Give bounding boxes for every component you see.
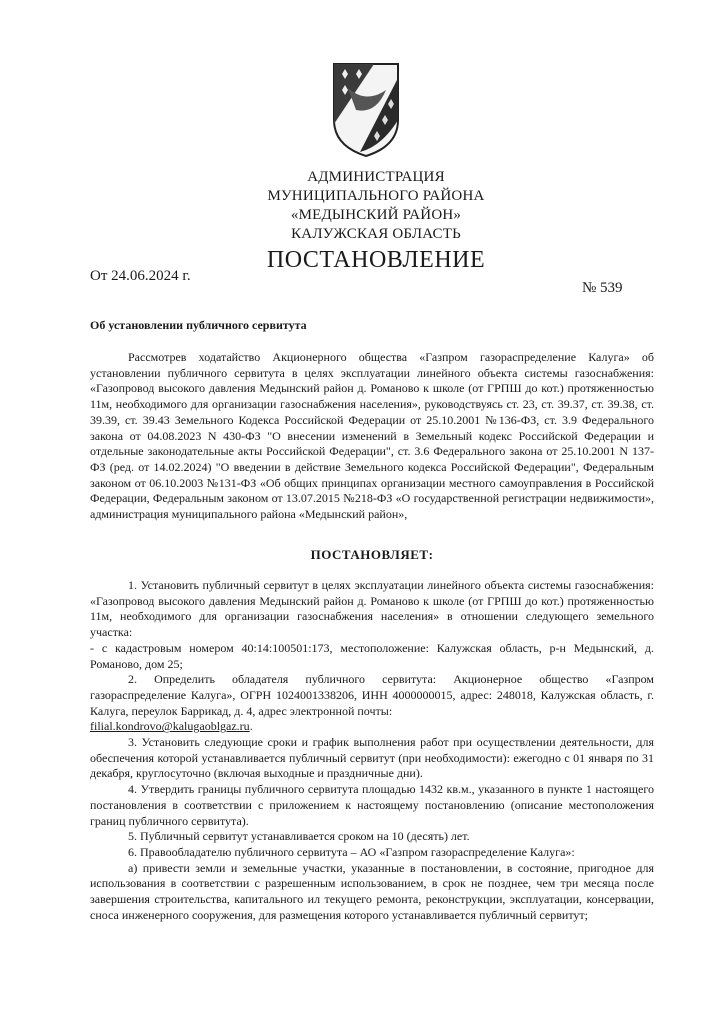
header-line-district-name: «МЕДЫНСКИЙ РАЙОН» xyxy=(290,207,462,223)
header-line-district: МУНИЦИПАЛЬНОГО РАЙОНА xyxy=(267,188,485,204)
item-1-cadastral: - с кадастровым номером 40:14:100501:173, местоположение: Калужская область, р-н Медынский, д. Романово, дом 25; xyxy=(90,640,654,671)
coat-of-arms-icon xyxy=(330,60,402,158)
item-2-end: . xyxy=(249,719,253,734)
document-subject: Об установлении публичного сервитута xyxy=(90,318,307,332)
document-title: ПОСТАНОВЛЕНИЕ xyxy=(266,247,486,273)
preamble-paragraph: Рассмотрев ходатайство Акционерного общества «Газпром газораспределение Калуга» об установлении публичного сервитута в целях эксплуатации линейного объекта системы газоснабжения: «Газопровод высокого давления Медынский район д. Романово к школе (от ГРПШ до кот.) протяженностью 11м, необходимого для организации газоснабжения населения», руководствуясь ст. 23, ст. 39.37, ст. 39.38, ст. 39.39, ст. 39.43 Земельного Кодекса Российской Федерации от 25.10.2001 №136-ФЗ, ст. 3.9 Федерального закона от 04.08.2023 N 430-ФЗ "О внесении изменений в Земельный кодекс Российской Федерации и отдельные законодательные акты Российской Федерации", ст. 3.6 Федерального закона от 25.10.2001 N 137-ФЗ (ред. от 14.02.2024) "О введении в действие Земельного кодекса Российской Федерации", Федеральным законом от 06.10.2003 №131-ФЗ «Об общих принципах организации местного самоуправления в Российской Федерации, Федеральным законом от 13.07.2015 №218-ФЗ «О государственной регистрации недвижимости», администрация муниципального района «Медынский район», xyxy=(90,350,654,522)
document-date: От 24.06.2024 г. xyxy=(90,268,191,284)
item-2: 2. Определить обладателя публичного сервитута: Акционерное общество «Газпром газораспределение Калуга», ОГРН 1024001338206, ИНН 4000000015, адрес: 248018, Калужская область, г. Калуга, переулок Баррикад, д. 4, адрес электронной почты: xyxy=(90,672,654,718)
header-line-administration: АДМИНИСТРАЦИЯ xyxy=(307,169,445,185)
item-6a: а) привести земли и земельные участки, указанные в постановлении, в состояние, пригодное для использования в соответствии с разрешенным использованием, в срок не позднее, чем три месяца после завершения строительства, капитального ил текущего ремонта, реконструкции, эксплуатации, консервации, сноса инженерного сооружения, для размещения которого устанавливается публичный сервитут; xyxy=(90,860,654,922)
header-line-region: КАЛУЖСКАЯ ОБЛАСТЬ xyxy=(291,226,461,242)
item-5: 5. Публичный сервитут устанавливается сроком на 10 (десять) лет. xyxy=(128,829,470,844)
item-3: 3. Установить следующие сроки и график выполнения работ при осуществлении деятельности, для обеспечения которой устанавливается публичный сервитут (при необходимости): ежегодно с 01 января по 31 декабря, круглосуточно (включая выходные и праздничные дни). xyxy=(90,735,654,781)
decree-items xyxy=(90,578,654,923)
item-2-email-line xyxy=(90,719,654,735)
email-link[interactable]: filial.kondrovo@kalugaoblgaz.ru xyxy=(90,719,250,734)
item-6: 6. Правообладателю публичного сервитута – АО «Газпром газораспределение Калуга»: xyxy=(128,844,575,859)
item-4: 4. Утвердить границы публичного сервитута площадью 1432 кв.м., указанного в пункте 1 настоящего постановления в соответствии с приложением к настоящему постановлению (описание местоположения границ публичного сервитута). xyxy=(90,782,654,828)
decree-heading: ПОСТАНОВЛЯЕТ: xyxy=(310,547,434,562)
document-number: № 539 xyxy=(582,280,623,296)
item-1: 1. Установить публичный сервитут в целях эксплуатации линейного объекта системы газоснабжения: «Газопровод высокого давления Медынский район д. Романово к школе (от ГРПШ до кот.) протяженностью 11м, необходимого для организации газоснабжения населения» в отношении следующего земельного участка: xyxy=(90,578,654,640)
preamble-block xyxy=(90,350,654,523)
header-block xyxy=(200,168,552,274)
